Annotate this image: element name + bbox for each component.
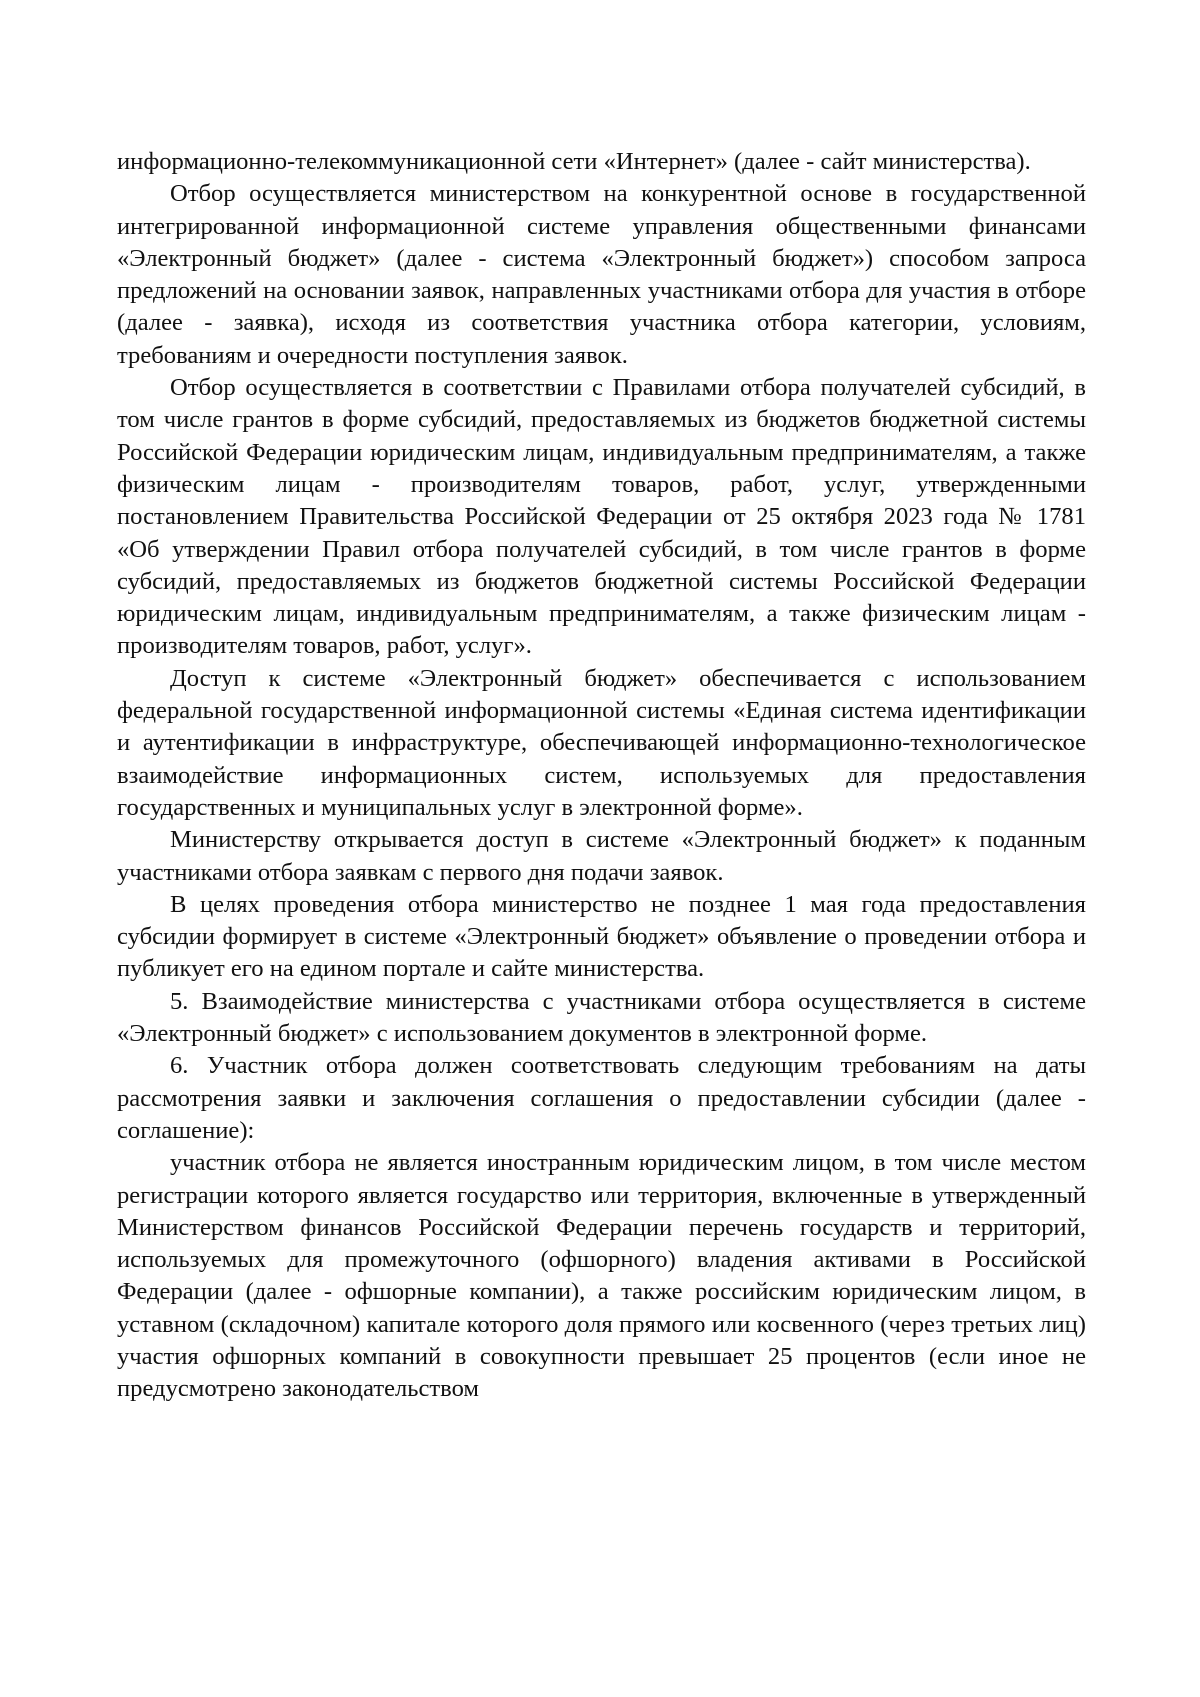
paragraph-ministry-access: Министерству открывается доступ в системе «Электронный бюджет» к поданным участниками отбора заявкам с первого дня подачи заявок.: [117, 826, 1086, 886]
paragraph-continuation: информационно-телекоммуникационной сети «Интернет» (далее - сайт министерства).: [117, 148, 1031, 175]
paragraph-system-access: Доступ к системе «Электронный бюджет» обеспечивается с использованием федеральной государственной информационной системы «Единая система идентификации и аутентификации в инфраструктуре, обеспечивающей информационно-технологическое взаимодействие информационных систем, используемых для предоставления государственных и муниципальных услуг в электронной форме».: [117, 664, 1086, 821]
paragraph-selection-basis: Отбор осуществляется министерством на конкурентной основе в государственной интегрированной информационной системе управления общественными финансами «Электронный бюджет» (далее - система «Электронный бюджет») способом запроса предложений на основании заявок, направленных участниками отбора для участия в отборе (далее - заявка), исходя из соответствия участника отбора категории, условиям, требованиям и очередности поступления заявок.: [117, 180, 1086, 369]
paragraph-requirement-offshore: участник отбора не является иностранным юридическим лицом, в том числе местом регистрации которого является государство или территория, включенные в утвержденный Министерством финансов Российской Федерации перечень государств и территорий, используемых для промежуточного (офшорного) владения активами в Российской Федерации (далее - офшорные компании), а также российским юридическим лицом, в уставном (складочном) капитале которого доля прямого или косвенного (через третьих лиц) участия офшорных компаний в совокупности превышает 25 процентов (если иное не предусмотрено законодательством: [117, 1149, 1086, 1403]
paragraph-announcement: В целях проведения отбора министерство не позднее 1 мая года предоставления субсидии формирует в системе «Электронный бюджет» объявление о проведении отбора и публикует его на едином портале и сайте министерства.: [117, 890, 1086, 983]
paragraph-selection-rules: Отбор осуществляется в соответствии с Правилами отбора получателей субсидий, в том числе грантов в форме субсидий, предоставляемых из бюджетов бюджетной системы Российской Федерации юридическим лицам, индивидуальным предпринимателям, а также физическим лицам - производителям товаров, работ, услуг, утвержденными постановлением Правительства Российской Федерации от 25 октября 2023 года № 1781 «Об утверждении Правил отбора получателей субсидий, в том числе грантов в форме субсидий, предоставляемых из бюджетов бюджетной системы Российской Федерации юридическим лицам, индивидуальным предпринимателям, а также физическим лицам - производителям товаров, работ, услуг».: [117, 374, 1086, 660]
paragraph-item-6: 6. Участник отбора должен соответствовать следующим требованиям на даты рассмотрения заявки и заключения соглашения о предоставлении субсидии (далее - соглашение):: [117, 1052, 1086, 1144]
document-page: [117, 146, 1086, 1406]
paragraph-item-5: 5. Взаимодействие министерства с участниками отбора осуществляется в системе «Электронный бюджет» с использованием документов в электронной форме.: [117, 987, 1086, 1048]
